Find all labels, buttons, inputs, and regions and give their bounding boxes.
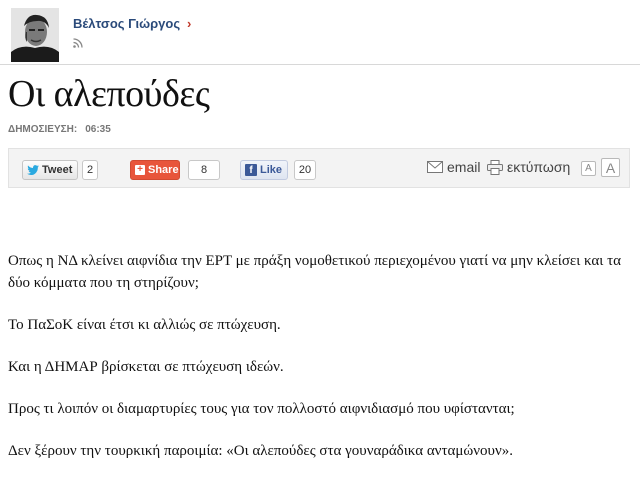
publish-info (8, 124, 111, 135)
like-count: 20 (294, 160, 316, 180)
article-paragraph: Οπως η ΝΔ κλείνει αιφνίδια την ΕΡΤ με πράξη νομοθετικού περιεχομένου γιατί να μην κλείσει και τα δύο κόμματα που τη στηρίζουν; (8, 253, 621, 291)
like-label: Like (260, 164, 283, 176)
header-divider (0, 64, 640, 65)
print-label: εκτύπωση (507, 159, 571, 175)
article-title: Οι αλεπούδες (8, 73, 210, 115)
envelope-icon (427, 161, 443, 173)
chevron-right-icon[interactable]: › (187, 16, 192, 31)
author-header (11, 8, 631, 62)
font-decrease-button[interactable]: A (581, 161, 596, 176)
print-button[interactable] (487, 159, 570, 175)
tweet-button[interactable] (22, 160, 78, 180)
publish-label: ΔΗΜΟΣΙΕΥΣΗ: (8, 124, 78, 135)
facebook-icon: f (245, 164, 257, 176)
share-toolbar (8, 148, 630, 188)
author-name-link[interactable]: Βέλτσος Γιώργος (73, 16, 181, 31)
share-button[interactable] (130, 160, 180, 180)
font-increase-button[interactable]: A (601, 158, 620, 177)
publish-time: 06:35 (85, 124, 111, 135)
article-body (8, 250, 628, 482)
share-count: 8 (188, 160, 220, 180)
author-avatar[interactable] (11, 8, 59, 62)
tweet-count: 2 (82, 160, 98, 180)
twitter-bird-icon (27, 165, 39, 175)
article-paragraph: Προς τι λοιπόν οι διαμαρτυρίες τους για τον πολλοστό αιφνιδιασμό που υφίστανται; (8, 401, 515, 417)
article-paragraph: Το ΠαΣοΚ είναι έτσι κι αλλιώς σε πτώχευση. (8, 317, 281, 333)
email-label: email (447, 159, 481, 175)
facebook-like-button[interactable] (240, 160, 288, 180)
plus-icon: + (135, 165, 145, 175)
share-label: Share (148, 164, 179, 176)
printer-icon (487, 160, 503, 175)
email-button[interactable] (427, 159, 480, 175)
article-paragraph: Δεν ξέρουν την τουρκική παροιμία: «Οι αλεπούδες στα γουναράδικα ανταμώνουν». (8, 443, 513, 459)
rss-icon[interactable] (73, 38, 83, 48)
tweet-label: Tweet (42, 164, 73, 176)
article-paragraph: Και η ΔΗΜΑΡ βρίσκεται σε πτώχευση ιδεών. (8, 359, 284, 375)
